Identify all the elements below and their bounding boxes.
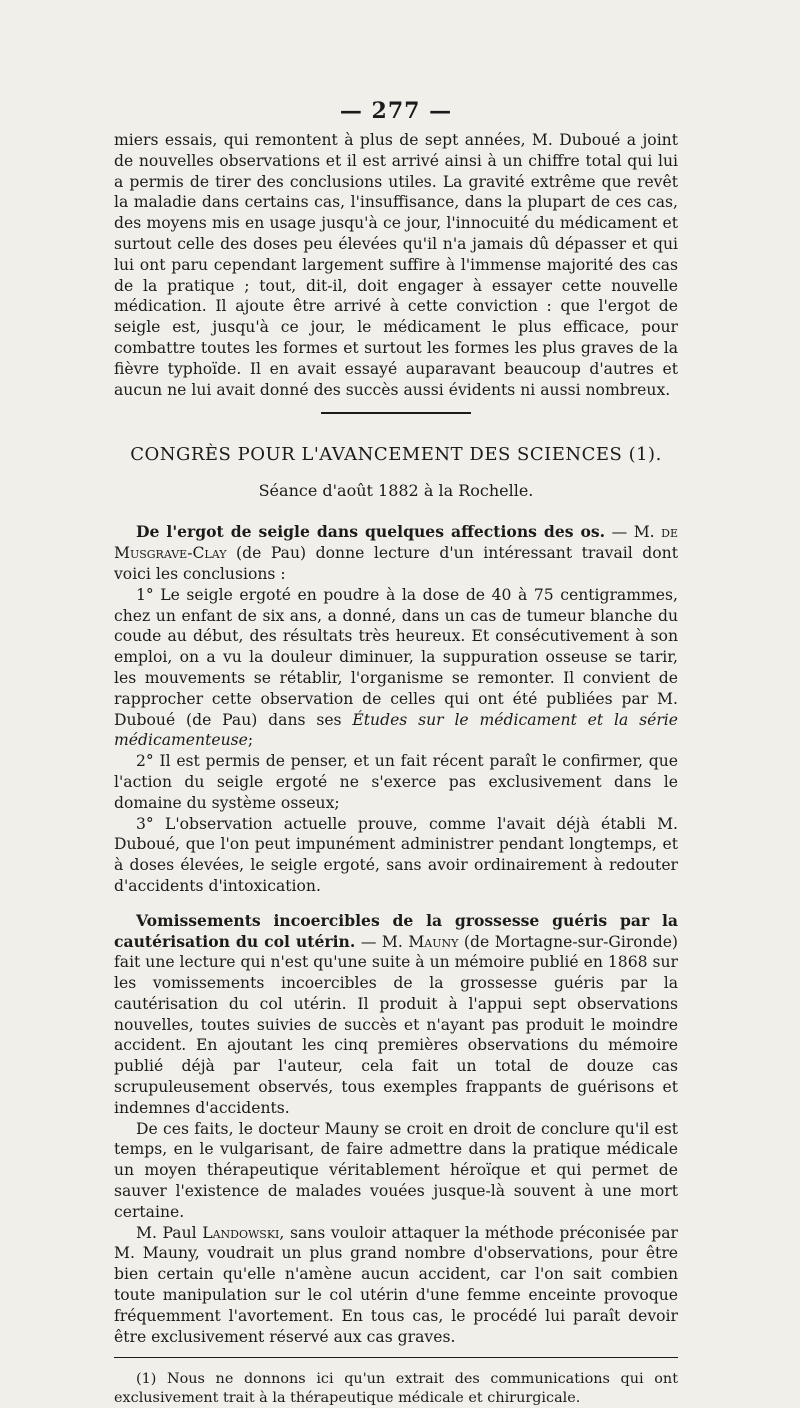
section-divider bbox=[321, 412, 471, 414]
vomissements-paragraph bbox=[114, 911, 678, 1119]
vomissements-text: (de Mortagne-sur-Gironde) fait une lecture qui n'est qu'une suite à un mémoire publié en 1868 sur les vomissements incoercibles de la grossesse guéris par la cautérisation du col utérin. Il produit à l'appui sept observations nouvelles, toutes suivies de succès et n'ayant pas produit le moindre accident. En ajoutant les cinq premières observations du mémoire publié déjà par l'auteur, cela fait un total de douze cas scrupuleusement observés, tous exemples frappants de guérisons et indemnes d'accidents. bbox=[114, 932, 679, 1117]
ergot-dash: — M. bbox=[605, 523, 662, 542]
landowski-name: Landowski bbox=[202, 1223, 280, 1242]
ergot-author-name: Musgrave-Clay bbox=[114, 544, 227, 563]
ergot-heading: De l'ergot de seigle dans quelques affections des os. bbox=[136, 522, 606, 542]
section-title: CONGRÈS POUR L'AVANCEMENT DES SCIENCES (1). bbox=[130, 444, 662, 466]
vomissements-heading: Vomissements incoercibles de la grossesse guéris par la cautérisation du col utérin. bbox=[114, 910, 678, 951]
vomissements-conclusion: De ces faits, le docteur Mauny se croit en droit de conclure qu'il est temps, en le vulgarisant, de faire admettre dans la pratique médicale un moyen thérapeutique véritablement héroïque et qui permet de sauver l'existence de malades vouées jusque-là souvent à une mort certaine. bbox=[114, 1119, 678, 1221]
landowski-prefix: M. Paul bbox=[136, 1223, 203, 1242]
ergot-conclusion-1 bbox=[114, 585, 678, 751]
vomissements-author-name: Mauny bbox=[408, 932, 459, 951]
footnote bbox=[114, 1370, 678, 1408]
footnote-text: (1) Nous ne donnons ici qu'un extrait des communications qui ont exclusivement trait à la thérapeutique médicale et chirurgicale. bbox=[114, 1371, 678, 1407]
ergot-intro-paragraph bbox=[114, 522, 678, 584]
page-number: — 277 — bbox=[339, 98, 453, 124]
ergot-conclusion-1-reference: Études sur le médicament et la série médicamenteuse bbox=[114, 710, 678, 750]
ergot-conclusion-1-end: ; bbox=[247, 731, 254, 750]
vomissements-dash: — M. bbox=[355, 932, 409, 951]
ergot-conclusion-3: 3° L'observation actuelle prouve, comme l'avait déjà établi M. Duboué, que l'on peut impunément administrer pendant longtemps, et à doses élevées, le seigle ergoté, sans avoir ordinairement à redouter d'accidents d'intoxication. bbox=[114, 814, 678, 895]
ergot-conclusion-2: 2° Il est permis de penser, et un fait récent paraît le confirmer, que l'action du seigle ergoté ne s'exerce pas exclusivement dans le domaine du système osseux; bbox=[114, 752, 678, 812]
landowski-text: , sans vouloir attaquer la méthode préconisée par M. Mauny, voudrait un plus grand nombre d'observations, pour être bien certain qu'elle n'amène aucun accident, car l'on sait combien toute manipulation sur le col utérin d'une femme enceinte provoque fréquemment l'avortement. En tous cas, le procédé lui paraît devoir être exclusivement réservé aux cas graves. bbox=[114, 1223, 678, 1346]
ergot-conclusion-1-text: 1° Le seigle ergoté en poudre à la dose de 40 à 75 centigrammes, chez un enfant de six ans, a donné, dans un cas de tumeur blanche du coude au début, des résultats très heureux. Et consécutivement à son emploi, on a vu la douleur diminuer, la suppuration osseuse se tarir, les mouvements se rétablir, l'organisme se remonter. Il convient de rapprocher cette observation de celles qui ont été publiées par M. Duboué (de Pau) dans ses bbox=[114, 585, 678, 729]
footnote-divider bbox=[114, 1357, 678, 1358]
ergot-author-particle: de bbox=[661, 523, 678, 542]
ergot-intro-text: (de Pau) donne lecture d'un intéressant travail dont voici les conclusions : bbox=[114, 544, 678, 583]
continued-paragraph: miers essais, qui remontent à plus de sept années, M. Duboué a joint de nouvelles observations et il est arrivé ainsi à un chiffre total qui lui a permis de tirer des conclusions utiles. La gravité extrême que revêt la maladie dans certains cas, l'insuffisance, dans la plupart de ces cas, des moyens mis en usage jusqu'à ce jour, l'innocuité du médicament et surtout celle des doses peu élevées qu'il n'a jamais dû dépasser et qui lui ont paru cependant largement suffire à l'immense majorité des cas de la pratique ; tout, dit-il, doit engager à essayer cette nouvelle médication. Il ajoute être arrivé à cette conviction : que l'ergot de seigle est, jusqu'à ce jour, le médicament le plus efficace, pour combattre toutes les formes et surtout les formes les plus graves de la fièvre typhoïde. Il en avait essayé auparavant beaucoup d'autres et aucun ne lui avait donné des succès aussi évidents ni aussi nombreux. bbox=[114, 131, 678, 399]
landowski-paragraph bbox=[114, 1223, 678, 1348]
session-heading: Séance d'août 1882 à la Rochelle. bbox=[258, 481, 534, 501]
